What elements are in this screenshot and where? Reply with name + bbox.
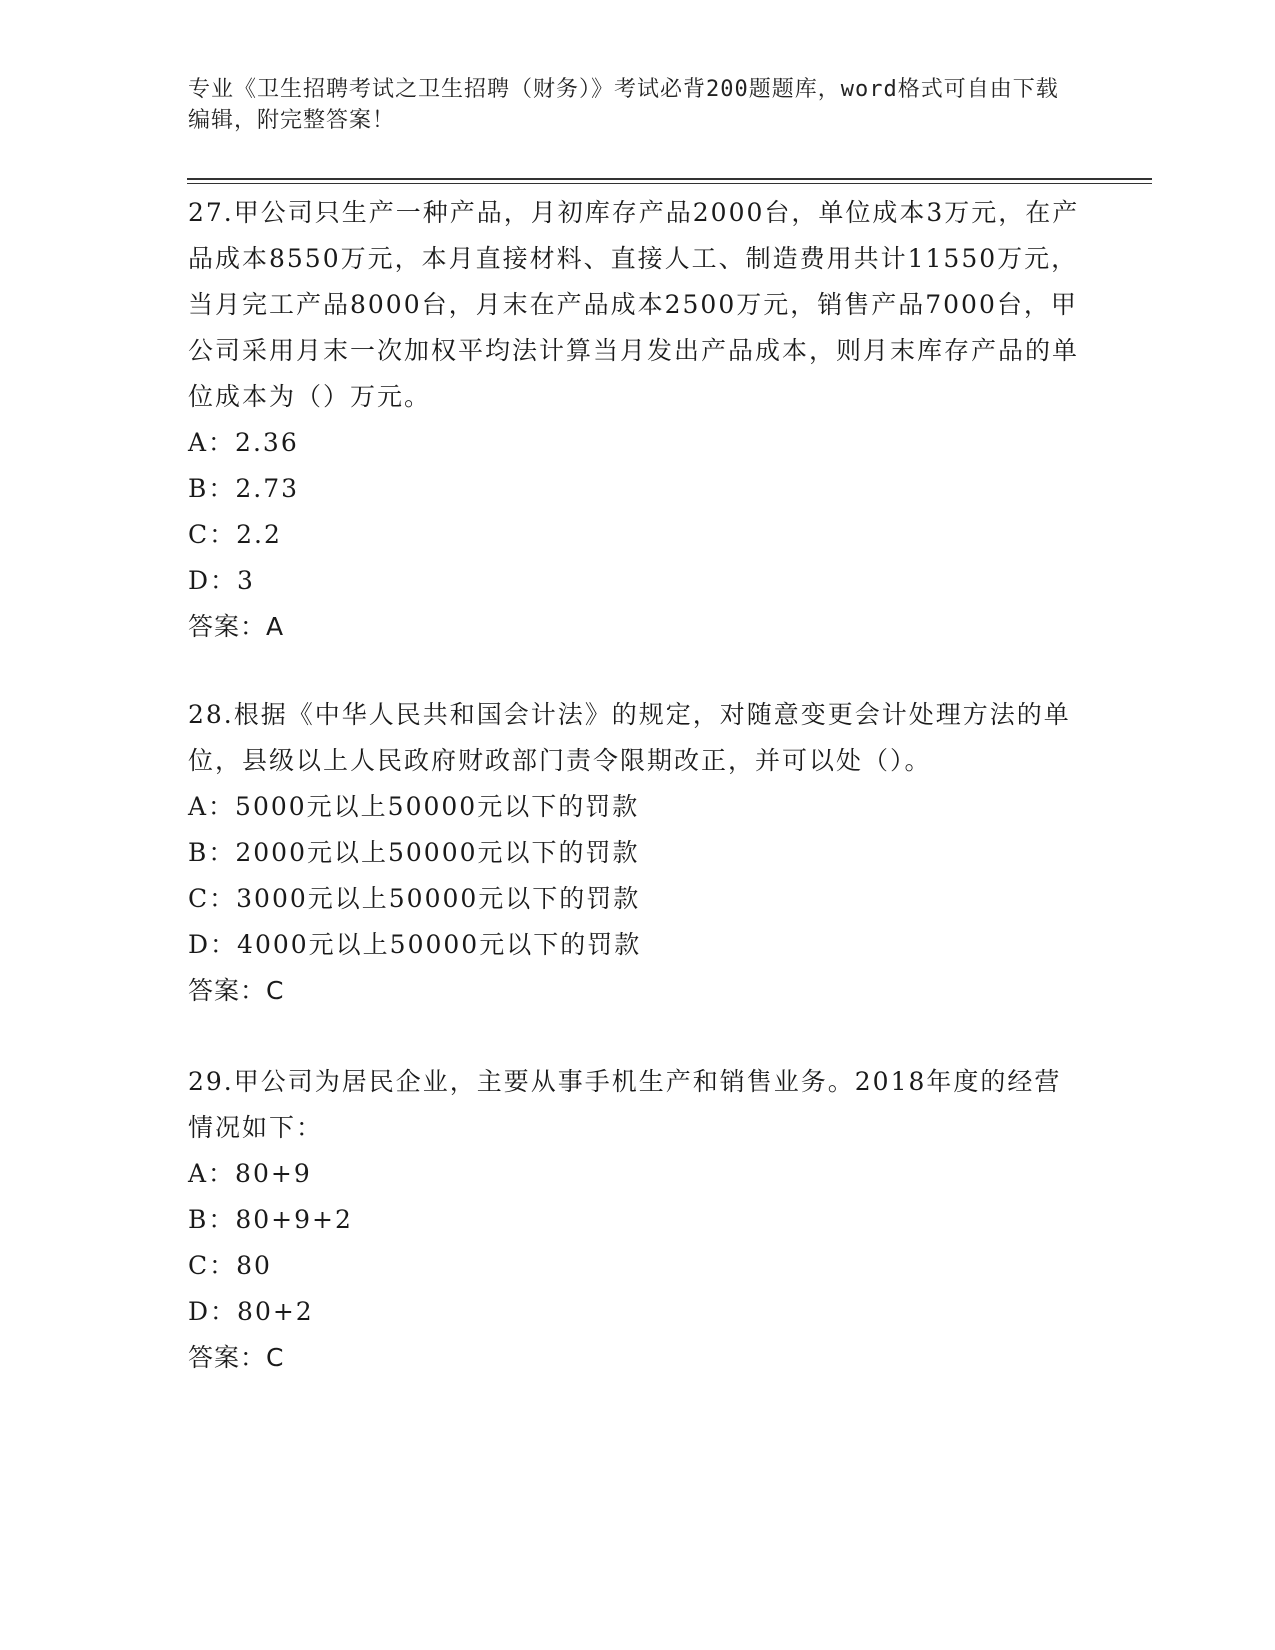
document-header: 专业《卫生招聘考试之卫生招聘（财务）》考试必背200题题库，word格式可自由下载编辑，附完整答案！ xyxy=(188,77,1059,133)
option-d: D：3 xyxy=(188,566,255,595)
option-d: D：80+2 xyxy=(188,1297,314,1326)
question-stem: 29.甲公司为居民企业，主要从事手机生产和销售业务。2018年度的经营情况如下： xyxy=(188,1067,1062,1142)
answer-label: 答案：C xyxy=(188,1343,285,1372)
option-c: C：80 xyxy=(188,1251,272,1280)
answer-label: 答案：A xyxy=(188,612,285,641)
question-28 xyxy=(188,692,1088,1014)
option-b: B：2.73 xyxy=(188,474,300,503)
option-b: B：2000元以上50000元以下的罚款 xyxy=(188,838,640,867)
option-a: A：2.36 xyxy=(188,428,299,457)
header-divider-thick xyxy=(187,178,1152,180)
header-divider-thin xyxy=(187,183,1152,184)
question-stem: 27.甲公司只生产一种产品，月初库存产品2000台，单位成本3万元，在产品成本8550万元，本月直接材料、直接人工、制造费用共计11550万元，当月完工产品8000台，月末在产品成本2500万元，销售产品7000台，甲公司采用月末一次加权平均法计算当月发出产品成本，则月末库存产品的单位成本为（）万元。 xyxy=(188,198,1080,411)
option-a: A：80+9 xyxy=(188,1159,312,1188)
option-d: D：4000元以上50000元以下的罚款 xyxy=(188,930,642,959)
question-29 xyxy=(188,1059,1088,1381)
option-a: A：5000元以上50000元以下的罚款 xyxy=(188,792,640,821)
question-stem: 28.根据《中华人民共和国会计法》的规定，对随意变更会计处理方法的单位，县级以上人民政府财政部门责令限期改正，并可以处（）。 xyxy=(188,700,1071,775)
option-c: C：2.2 xyxy=(188,520,282,549)
question-27 xyxy=(188,190,1088,650)
option-c: C：3000元以上50000元以下的罚款 xyxy=(188,884,641,913)
answer-label: 答案：C xyxy=(188,976,285,1005)
option-b: B：80+9+2 xyxy=(188,1205,353,1234)
